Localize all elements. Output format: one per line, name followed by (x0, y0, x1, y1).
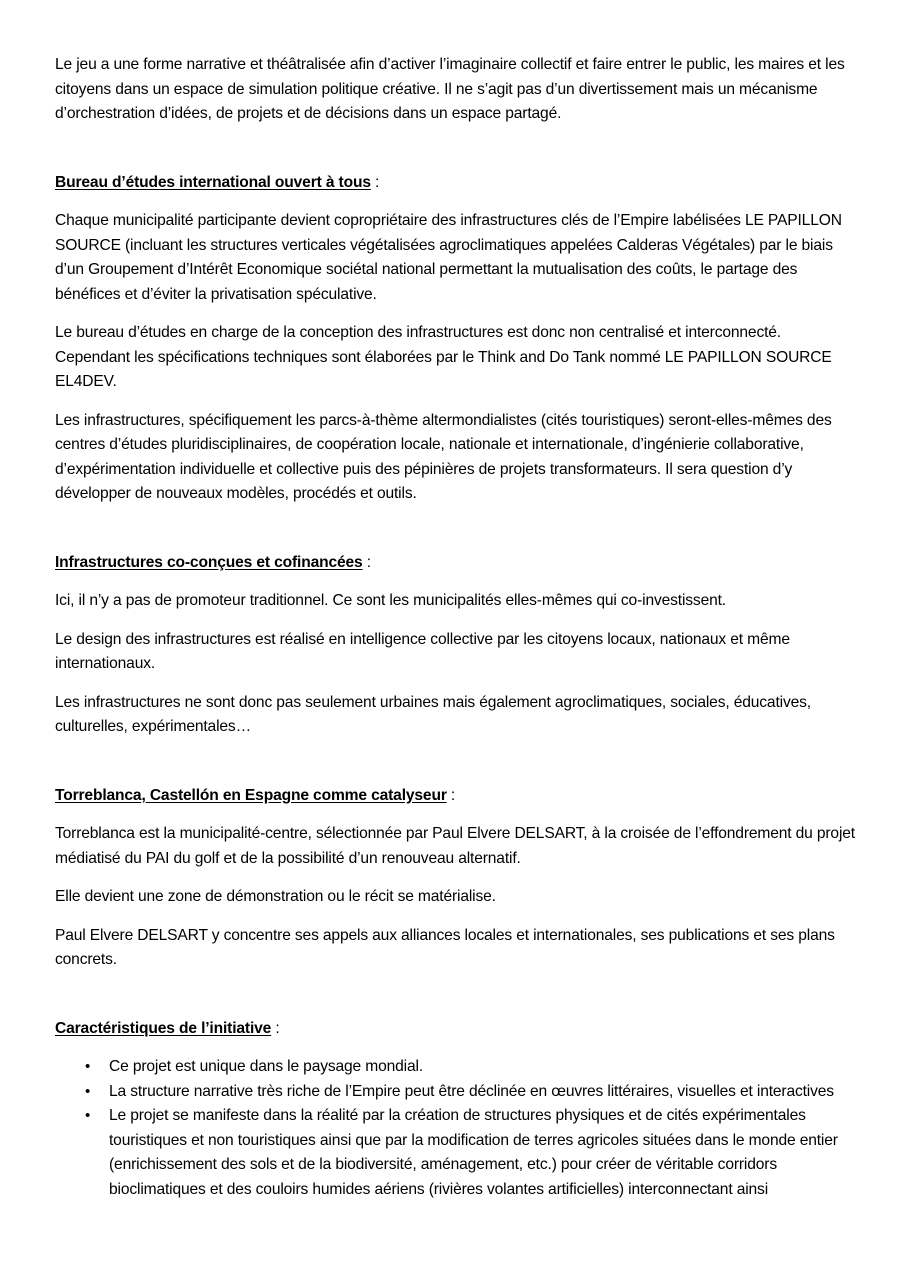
heading-colon: : (446, 786, 456, 804)
list-item: • La structure narrative très riche de l’Empire peut être déclinée en œuvres littéraires, visuelles et interactives (109, 1080, 857, 1105)
heading-colon: : (370, 173, 380, 191)
list-item: • Ce projet est unique dans le paysage mondial. (109, 1055, 857, 1080)
paragraph: Les infrastructures ne sont donc pas seulement urbaines mais également agroclimatiques, sociales, éducatives, culturelles, expérimentales… (55, 693, 811, 735)
paragraph: Torreblanca est la municipalité-centre, sélectionnée par Paul Elvere DELSART, à la croisée de l’effondrement du projet médiatisé du PAI du golf et de la possibilité d’un renouveau alternatif. (55, 825, 855, 867)
bullet-list (55, 1055, 857, 1202)
paragraph: Elle devient une zone de démonstration ou le récit se matérialise. (55, 888, 496, 905)
section-heading-bureau (55, 171, 857, 196)
section-title: Torreblanca, Castellón en Espagne comme catalyseur (55, 786, 447, 804)
paragraph: Ici, il n’y a pas de promoteur traditionnel. Ce sont les municipalités elles-mêmes qui co-investissent. (55, 592, 726, 609)
paragraph: Le bureau d’études en charge de la conception des infrastructures est donc non centralisé et interconnecté. Cependant les spécifications techniques sont élaborées par le Think and Do Tank nommé LE PAPILLON SOURCE EL4DEV. (55, 324, 832, 390)
section-title: Caractéristiques de l’initiative (55, 1019, 272, 1037)
list-item: • Le projet se manifeste dans la réalité par la création de structures physiques et de cités expérimentales touristiques et non touristiques ainsi que par la modification de terres agricoles situées dans le monde entier (enrichissement des sols et de la biodiversité, aménagement, etc.) pour créer de véritable corridors bioclimatiques et des couloirs humides aériens (rivières volantes artificielles) interconnectant ainsi (109, 1104, 857, 1202)
section-heading-caracteristiques (55, 1017, 857, 1042)
paragraph: Paul Elvere DELSART y concentre ses appels aux alliances locales et internationales, ses publications et ses plans concrets. (55, 926, 835, 968)
section-title: Bureau d’études international ouvert à tous (55, 173, 371, 191)
paragraph: Les infrastructures, spécifiquement les parcs-à-thème altermondialistes (cités touristiques) seront-elles-mêmes des centres d’études pluridisciplinaires, de coopération locale, nationale et internationale, d’ingénierie collaborative, d’expérimentation individuelle et collective puis des pépinières de projets transformateurs. Il sera question d’y développer de nouveaux modèles, procédés et outils. (55, 411, 832, 502)
section-heading-infrastructures (55, 551, 857, 576)
paragraph: Chaque municipalité participante devient copropriétaire des infrastructures clés de l’Empire labélisées LE PAPILLON SOURCE (incluant les structures verticales végétalisées agroclimatiques appelées Calderas Végétales) par le biais d’un Groupement d’Intérêt Economique sociétal national permettant la mutualisation des coûts, le partage des bénéfices et d’éviter la privatisation spéculative. (55, 212, 842, 303)
section-title: Infrastructures co-conçues et cofinancées (55, 553, 363, 571)
heading-colon: : (271, 1019, 280, 1037)
heading-colon: : (362, 553, 371, 571)
section-heading-torreblanca (55, 784, 857, 809)
paragraph: Le design des infrastructures est réalisé en intelligence collective par les citoyens locaux, nationaux et même internationaux. (55, 630, 790, 672)
intro-paragraph: Le jeu a une forme narrative et théâtralisée afin d’activer l’imaginaire collectif et faire entrer le public, les maires et les citoyens dans un espace de simulation politique créative. Il ne s’agit pas d’un divertissement mais un mécanisme d’orchestration d’idées, de projets et de décisions dans un espace partagé. (55, 56, 845, 122)
